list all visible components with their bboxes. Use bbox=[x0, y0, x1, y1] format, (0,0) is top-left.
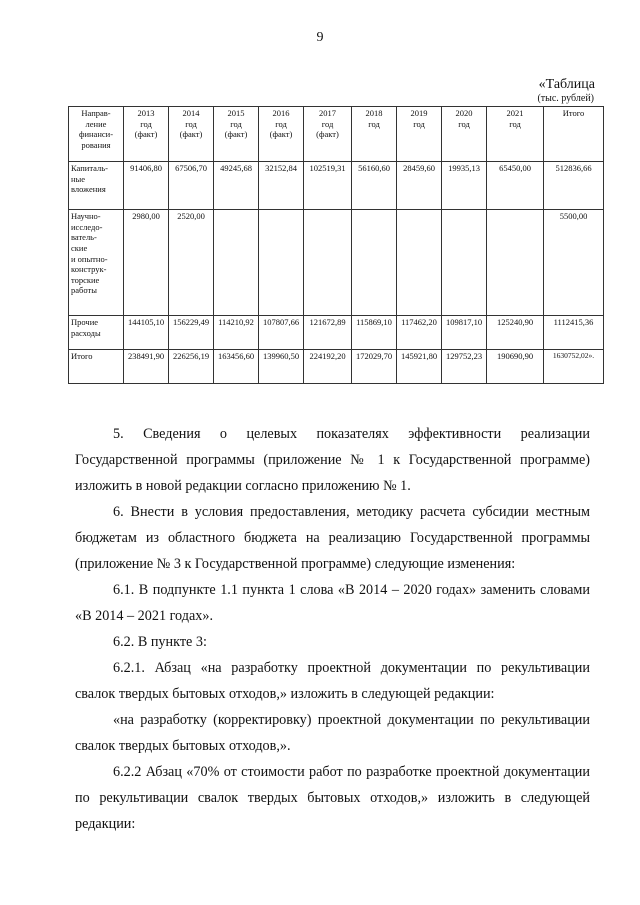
header-cell: Итого bbox=[544, 107, 604, 162]
header-cell: 2015 год (факт) bbox=[214, 107, 259, 162]
table-cell: 190690,90 bbox=[487, 350, 544, 384]
table-cell: 67506,70 bbox=[169, 162, 214, 210]
document-body bbox=[75, 421, 590, 837]
header-cell: 2021 год bbox=[487, 107, 544, 162]
table-cell: 144105,10 bbox=[124, 316, 169, 350]
table-cell: 2980,00 bbox=[124, 210, 169, 316]
table-cell: 121672,89 bbox=[304, 316, 352, 350]
table-cell: 145921,80 bbox=[397, 350, 442, 384]
table-row bbox=[69, 316, 604, 350]
header-cell: 2013 год (факт) bbox=[124, 107, 169, 162]
table-cell: 114210,92 bbox=[214, 316, 259, 350]
table-cell: 1112415,36 bbox=[544, 316, 604, 350]
table-cell: 107807,66 bbox=[259, 316, 304, 350]
table-row bbox=[69, 162, 604, 210]
table-cell: 91406,80 bbox=[124, 162, 169, 210]
paragraph-5: 5. Сведения о целевых показателях эффективности реализации Государственной программы (приложение № 1 к Государственной программе) изложить в новой редакции согласно приложению № 1. bbox=[75, 426, 590, 494]
page-number: 9 bbox=[316, 30, 324, 45]
table-cell: 156229,49 bbox=[169, 316, 214, 350]
table-cell: 109817,10 bbox=[442, 316, 487, 350]
table-cell: 129752,23 bbox=[442, 350, 487, 384]
row-label: Научно- исследо- ватель- ские и опытно- конструк- торские работы bbox=[69, 210, 124, 316]
paragraph-6-1: 6.1. В подпункте 1.1 пункта 1 слова «В 2014 – 2020 годах» заменить словами «В 2014 – 2021 годах». bbox=[75, 582, 590, 624]
table-cell: 117462,20 bbox=[397, 316, 442, 350]
table-cell: 19935,13 bbox=[442, 162, 487, 210]
header-cell: 2020 год bbox=[442, 107, 487, 162]
table-unit: (тыс. рублей) bbox=[537, 93, 594, 104]
financing-table bbox=[68, 106, 604, 384]
table-cell: 5500,00 bbox=[544, 210, 604, 316]
paragraph-6-2-2: 6.2.2 Абзац «70% от стоимости работ по разработке проектной документации по рекультивации свалок твердых бытовых отходов,» изложить в следующей редакции: bbox=[75, 764, 590, 832]
table-cell bbox=[304, 210, 352, 316]
table-cell bbox=[259, 210, 304, 316]
paragraph-6-2: 6.2. В пункте 3: bbox=[113, 634, 207, 650]
table-header-row bbox=[69, 107, 604, 162]
table-cell bbox=[214, 210, 259, 316]
header-cell: 2016 год (факт) bbox=[259, 107, 304, 162]
table-cell bbox=[487, 210, 544, 316]
table-cell: 115869,10 bbox=[352, 316, 397, 350]
table-cell: 1630752,02». bbox=[544, 350, 604, 384]
table-cell: 226256,19 bbox=[169, 350, 214, 384]
table-cell bbox=[442, 210, 487, 316]
table-cell: 139960,50 bbox=[259, 350, 304, 384]
row-label: Итого bbox=[69, 350, 124, 384]
quoted-new-wording: «на разработку (корректировку) проектной документации по рекультивации свалок твердых бытовых отходов,». bbox=[75, 712, 590, 754]
header-cell: Направ- ление финанси- рования bbox=[69, 107, 124, 162]
table-cell: 56160,60 bbox=[352, 162, 397, 210]
row-label: Капиталь- ные вложения bbox=[69, 162, 124, 210]
table-cell bbox=[397, 210, 442, 316]
table-row bbox=[69, 350, 604, 384]
paragraph-6: 6. Внести в условия предоставления, методику расчета субсидии местным бюджетам из областного бюджета на реализацию Государственной программы (приложение № 3 к Государственной программе) следующие изменения: bbox=[75, 504, 590, 572]
table-cell: 49245,68 bbox=[214, 162, 259, 210]
header-cell: 2017 год (факт) bbox=[304, 107, 352, 162]
header-cell: 2019 год bbox=[397, 107, 442, 162]
table-cell: 512836,66 bbox=[544, 162, 604, 210]
table-caption: «Таблица bbox=[538, 77, 595, 92]
table-cell: 125240,90 bbox=[487, 316, 544, 350]
table-cell: 238491,90 bbox=[124, 350, 169, 384]
paragraph-6-2-1: 6.2.1. Абзац «на разработку проектной документации по рекультивации свалок твердых бытовых отходов,» изложить в следующей редакции: bbox=[75, 660, 590, 702]
table-cell: 2520,00 bbox=[169, 210, 214, 316]
header-cell: 2018 год bbox=[352, 107, 397, 162]
table-cell: 163456,60 bbox=[214, 350, 259, 384]
table-cell: 28459,60 bbox=[397, 162, 442, 210]
table-cell bbox=[352, 210, 397, 316]
header-cell: 2014 год (факт) bbox=[169, 107, 214, 162]
table-cell: 65450,00 bbox=[487, 162, 544, 210]
row-label: Прочие расходы bbox=[69, 316, 124, 350]
table-row bbox=[69, 210, 604, 316]
table-cell: 224192,20 bbox=[304, 350, 352, 384]
table-cell: 32152,84 bbox=[259, 162, 304, 210]
table-cell: 102519,31 bbox=[304, 162, 352, 210]
table-cell: 172029,70 bbox=[352, 350, 397, 384]
